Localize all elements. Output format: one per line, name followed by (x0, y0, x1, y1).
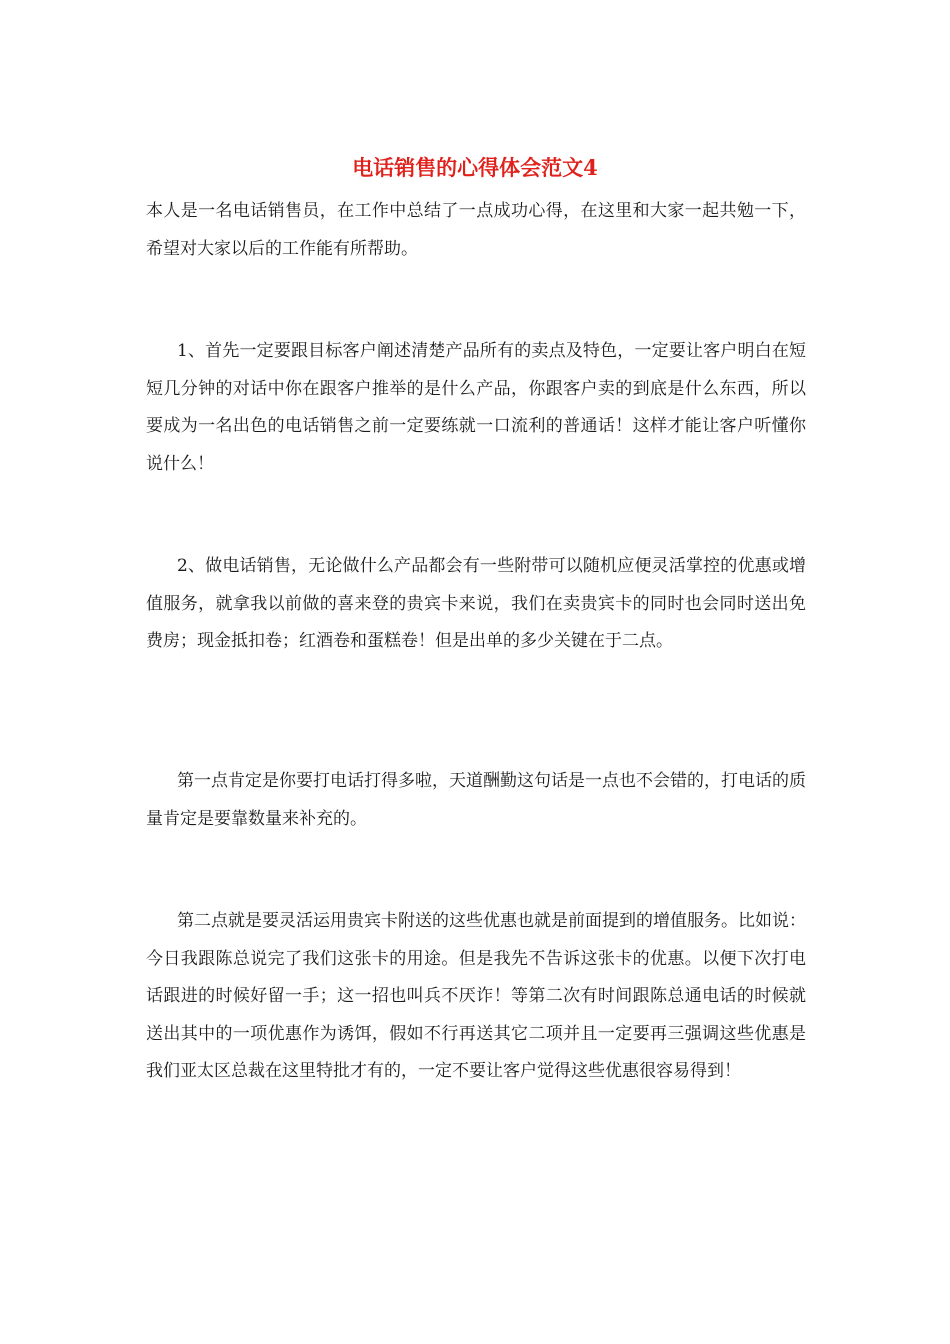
second-point-paragraph: 第二点就是要灵活运用贵宾卡附送的这些优惠也就是前面提到的增值服务。比如说：今日我跟陈总说完了我们这张卡的用途。但是我先不告诉这张卡的优惠。以便下次打电话跟进的时候好留一手；这一招也叫兵不厌诈！等第二次有时间跟陈总通电话的时候就送出其中的一项优惠作为诱饵，假如不行再送其它二项并且一定要再三强调这些优惠是我们亚太区总裁在这里特批才有的，一定不要让客户觉得这些优惠很容易得到！ (146, 911, 806, 1081)
intro-paragraph: 本人是一名电话销售员，在工作中总结了一点成功心得，在这里和大家一起共勉一下，希望对大家以后的工作能有所帮助。 (146, 201, 806, 259)
document-title: 电话销售的心得体会范文4 (352, 155, 598, 180)
point-2-paragraph: 2、做电话销售，无论做什么产品都会有一些附带可以随机应便灵活掌控的优惠或增值服务，就拿我以前做的喜来登的贵宾卡来说，我们在卖贵宾卡的同时也会同时送出免费房；现金抵扣卷；红酒卷和蛋糕卷！但是出单的多少关键在于二点。 (146, 556, 806, 651)
first-point-paragraph: 第一点肯定是你要打电话打得多啦，天道酬勤这句话是一点也不会错的，打电话的质量肯定是要靠数量来补充的。 (146, 771, 806, 829)
point-1-paragraph: 1、首先一定要跟目标客户阐述清楚产品所有的卖点及特色，一定要让客户明白在短短几分钟的对话中你在跟客户推举的是什么产品，你跟客户卖的到底是什么东西，所以要成为一名出色的电话销售之前一定要练就一口流利的普通话！这样才能让客户听懂你说什么！ (146, 341, 806, 474)
